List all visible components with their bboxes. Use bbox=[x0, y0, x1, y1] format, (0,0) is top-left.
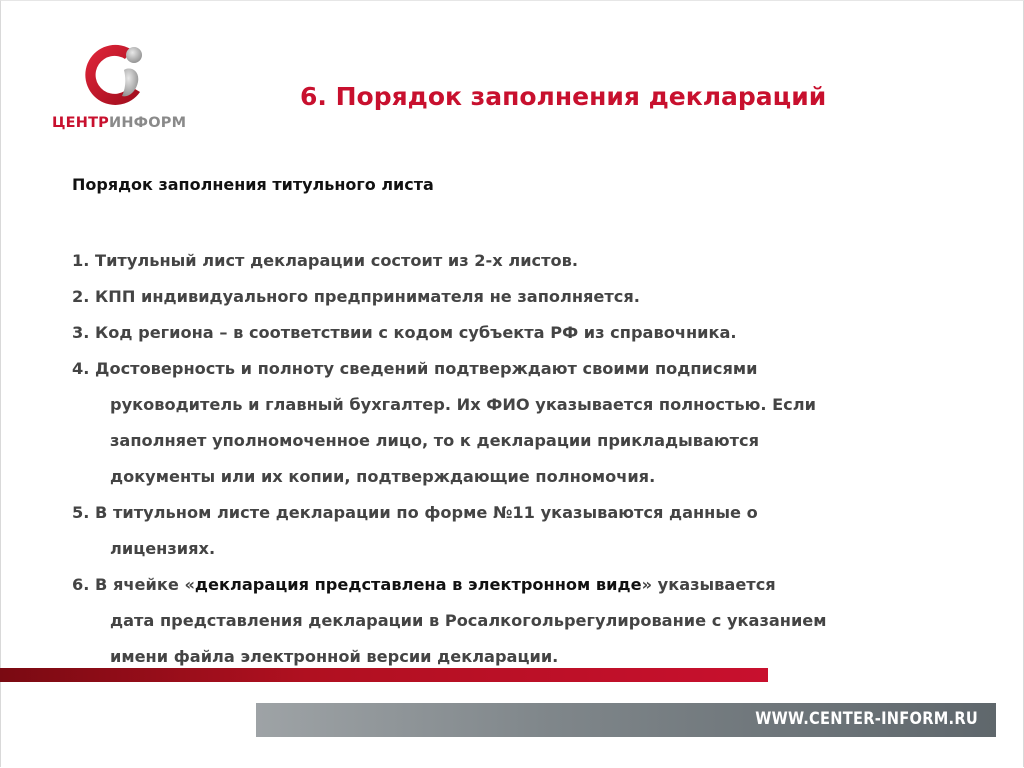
item-2-line-1: 2. КПП индивидуального предпринимателя не заполняется. bbox=[72, 287, 640, 306]
item-6-highlight: декларация представлена в электронном виде bbox=[194, 575, 642, 594]
item-5-line-1: 5. В титульном листе декларации по форме №11 указываются данные о bbox=[72, 503, 758, 522]
slide-title: 6. Порядок заполнения деклараций bbox=[300, 82, 827, 111]
item-4-line-4: документы или их копии, подтверждающие полномочия. bbox=[110, 467, 656, 486]
item-1-line-1: 1. Титульный лист декларации состоит из 2-х листов. bbox=[72, 251, 579, 270]
logo-text-red: ЦЕНТР bbox=[52, 115, 110, 131]
logo-text-grey: ИНФОРМ bbox=[109, 115, 187, 131]
website-url: WWW.CENTER-INFORM.RU bbox=[755, 709, 978, 729]
item-5-line-2: лицензиях. bbox=[110, 539, 216, 558]
item-4-line-3: заполняет уполномоченное лицо, то к декларации прикладываются bbox=[110, 431, 760, 450]
item-6-line-2: дата представления декларации в Росалкогольрегулирование с указанием bbox=[110, 611, 827, 630]
logo bbox=[52, 38, 187, 138]
section-subtitle: Порядок заполнения титульного листа bbox=[72, 175, 434, 194]
footer-grey-bar bbox=[256, 703, 996, 737]
item-6-prefix: 6. В ячейке « bbox=[72, 575, 195, 594]
footer-red-bar bbox=[0, 668, 768, 682]
item-6-line-3: имени файла электронной версии декларации. bbox=[110, 647, 559, 666]
item-3-line-1: 3. Код региона – в соответствии с кодом субъекта РФ из справочника. bbox=[72, 323, 737, 342]
logo-ring-icon bbox=[80, 40, 150, 110]
item-6-suffix: » указывается bbox=[641, 575, 776, 594]
logo-wordmark bbox=[52, 115, 186, 131]
item-4-line-2: руководитель и главный бухгалтер. Их ФИО указывается полностью. Если bbox=[110, 395, 816, 414]
items-list bbox=[72, 243, 1002, 675]
item-6-line-1 bbox=[72, 567, 1002, 603]
item-4-line-1: 4. Достоверность и полноту сведений подтверждают своими подписями bbox=[72, 359, 758, 378]
